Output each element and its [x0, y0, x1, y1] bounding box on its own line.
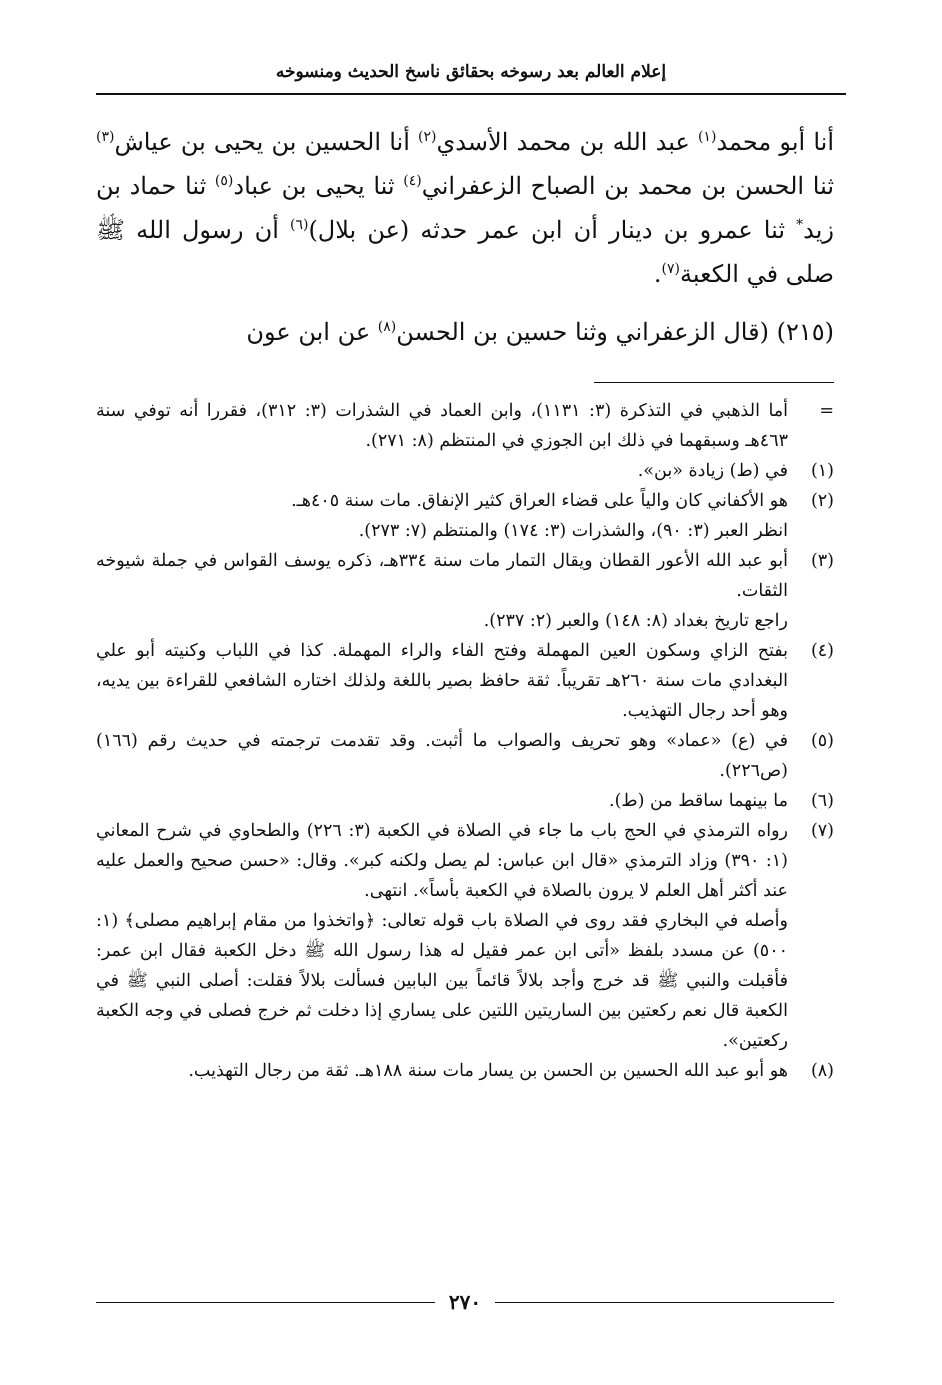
footnote	[96, 786, 834, 816]
footnote-line: هو الأكفاني كان والياً على قضاء العراق كثير الإنفاق. مات سنة ٤٠٥هـ.	[291, 491, 788, 511]
footnote-line: انظر العبر (٣: ٩٠)، والشذرات (٣: ١٧٤) والمنتظم (٧: ٢٧٣).	[358, 521, 788, 541]
footnote-line: في (ع) «عماد» وهو تحريف والصواب ما أثبت. وقد تقدمت ترجمته في حديث رقم (١٦٦) (ص٢٢٦).	[96, 731, 788, 781]
footnote	[96, 816, 834, 1056]
footnote-line: أبو عبد الله الأعور القطان ويقال التمار مات سنة ٣٣٤هـ، ذكره يوسف القواس في جملة شيوخه الثقات.	[96, 551, 788, 601]
footnote-line: بفتح الزاي وسكون العين المهملة وفتح الفاء والراء المهملة. كذا في اللباب وكنيته أبو علي البغدادي مات سنة ٢٦٠هـ تقريباً. ثقة حافظ بصير باللغة ولذلك اختاره الشافعي للقراءة بين يديه، وهو أحد رجال التهذيب.	[96, 641, 789, 721]
footnote-line: وأصله في البخاري فقد روى في الصلاة باب قوله تعالى: ﴿واتخذوا من مقام إبراهيم مصلى﴾ (١: ٥٠٠) عن مسدد بلفظ «أتى ابن عمر فقيل له هذا رسول الله ﷺ دخل الكعبة فقال ابن عمر: فأقبلت والنبي ﷺ قد خرج وأجد بلالاً قائماً بين البابين فسألت بلالاً فقلت: أصلى النبي ﷺ في الكعبة قال نعم ركعتين بين الساريتين اللتين على يساري إذا دخلت ثم خرج فصلى في وجه الكعبة ركعتين».	[96, 911, 788, 1051]
text-run: (٢١٥) (قال الزعفراني وثنا حسين بن الحسن	[396, 318, 834, 346]
footnote-text	[96, 636, 788, 726]
text-run: ثنا عمرو بن دينار أن ابن عمر حدثه (عن بلال)	[308, 216, 797, 244]
hadith-215-paragraph	[96, 310, 834, 354]
footnote	[96, 456, 834, 486]
text-run: عبد الله بن محمد الأسدي	[436, 128, 698, 156]
footnote-number: (٥)	[810, 731, 834, 751]
footnote-separator	[594, 382, 834, 383]
footnote-text	[96, 546, 788, 636]
footnote-text	[96, 486, 788, 546]
footnote-ref: (٧)	[661, 261, 681, 277]
footnote-ref: (٨)	[377, 319, 397, 335]
footnote-ref: (٢)	[418, 129, 437, 145]
footnote-number: (٨)	[810, 1061, 834, 1081]
page-footer	[96, 1290, 834, 1314]
footnote-line: هو أبو عبد الله الحسين بن الحسن بن يسار مات سنة ١٨٨هـ. ثقة من رجال التهذيب.	[188, 1061, 788, 1081]
footnote	[96, 396, 834, 456]
text-run: أنا أبو محمد	[716, 128, 834, 156]
footnote	[96, 636, 834, 726]
footnote-ref: (٣)	[96, 129, 115, 145]
page-number: ٢٧٠	[448, 1290, 482, 1314]
footnotes	[96, 396, 834, 1086]
main-text	[96, 120, 834, 354]
text-run: ثنا يحيى بن عباد	[233, 172, 404, 200]
footnote	[96, 546, 834, 636]
footer-rule-right	[495, 1302, 834, 1303]
footnote-line: أما الذهبي في التذكرة (٣: ١١٣١)، وابن العماد في الشذرات (٣: ٣١٢)، فقررا أنه توفي سنة ٤٦٣هـ وسبقهما في ذلك ابن الجوزي في المنتظم (٨: ٢٧١).	[96, 401, 789, 451]
text-run: أن رسول الله ﷺ صلى في الكعبة	[96, 216, 834, 288]
footnote-number: (٦)	[810, 791, 834, 811]
footnote-text	[96, 1056, 788, 1086]
text-run: أنا الحسين بن يحيى بن عياش	[114, 128, 419, 156]
footnote-ref: (٤)	[403, 173, 422, 189]
main-paragraph	[96, 120, 834, 296]
footnote-number: (٣)	[810, 551, 834, 571]
text-run: عن ابن عون	[246, 318, 378, 346]
footnote-line: رواه الترمذي في الحج باب ما جاء في الصلاة في الكعبة (٣: ٢٢٦) والطحاوي في شرح المعاني (١: ٣٩٠) وزاد الترمذي «قال ابن عباس: لم يصل ولكنه كبر». وقال: «حسن صحيح والعمل عليه عند أكثر أهل العلم لا يرون بالصلاة في الكعبة بأساً». انتهى.	[96, 821, 789, 901]
footnote-text	[96, 726, 788, 786]
footnote-text	[96, 816, 788, 1056]
footnote-text	[96, 396, 788, 456]
footnote-ref: (٥)	[214, 173, 234, 189]
footer-rule-left	[96, 1302, 435, 1303]
footnote-number: =	[819, 401, 834, 421]
footnote-number: (١)	[810, 461, 834, 481]
footnote-line: ما بينهما ساقط من (ط).	[609, 791, 788, 811]
text-run: .	[653, 260, 662, 288]
footnote-text	[96, 786, 788, 816]
footnote-ref: (١)	[697, 129, 717, 145]
text-run: ثنا الحسن بن محمد بن الصباح الزعفراني	[421, 172, 835, 200]
footnote-ref: *	[796, 217, 804, 233]
text-run: ثنا حماد بن زيد	[96, 172, 834, 244]
footnote	[96, 486, 834, 546]
running-title: إعلام العالم بعد رسوخه بحقائق ناسخ الحديث ومنسوخه	[275, 62, 667, 82]
header-rule	[96, 93, 846, 95]
footnote-ref: (٦)	[289, 217, 309, 233]
footnote-line: راجع تاريخ بغداد (٨: ١٤٨) والعبر (٢: ٢٣٧).	[483, 611, 788, 631]
footnote-line: في (ط) زيادة «بن».	[637, 461, 788, 481]
footnote-text	[96, 456, 788, 486]
footnote-number: (٤)	[810, 641, 834, 661]
footnote	[96, 1056, 834, 1086]
footnote-number: (٢)	[810, 491, 834, 511]
footnote	[96, 726, 834, 786]
footnote-number: (٧)	[810, 821, 834, 841]
